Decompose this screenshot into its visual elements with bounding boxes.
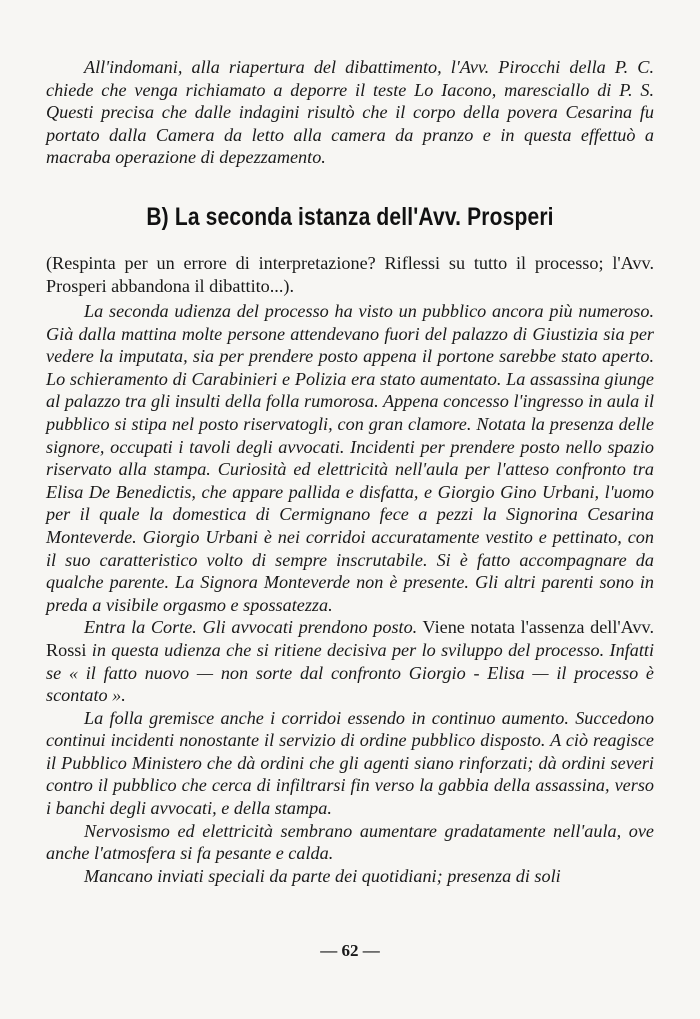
body-text-italic: in questa udienza che si ritiene decisiva per lo sviluppo del processo. Infatti se « il fatto nuovo — non sorte dal confronto Giorgio - Elisa — il processo è scontato ».	[46, 639, 654, 706]
body-text-upright: Viene notata l'assenza dell'Avv. Rossi	[46, 617, 654, 660]
body-text-italic: Entra la Corte. Gli avvocati prendono posto.	[84, 617, 418, 638]
body-paragraph: La folla gremisce anche i corridoi essendo in continuo aumento. Succedono continui incidenti nonostante il servizio di ordine pubblico disposto. A ciò reagisce il Pubblico Ministero che dà ordini che gli agenti siano rinforzati; dà ordini severi contro il pubblico che cerca di infiltrarsi fin verso la gabbia della assassina, verso i banchi degli avvocati, e della stampa.	[46, 707, 654, 819]
body-paragraph: Mancano inviati speciali da parte dei quotidiani; presenza di soli	[84, 865, 561, 886]
intro-section	[46, 56, 654, 169]
body-paragraph: Nervosismo ed elettricità sembrano aumentare gradatamente nell'aula, ove anche l'atmosfera si fa pesante e calda.	[46, 820, 654, 864]
section-subtitle-block	[46, 252, 654, 297]
section-heading: B) La seconda istanza dell'Avv. Prosperi	[146, 203, 554, 231]
section-subtitle: (Respinta per un errore di interpretazione? Riflessi su tutto il processo; l'Avv. Prosperi abbandona il dibattito...).	[46, 253, 654, 296]
intro-paragraph: All'indomani, alla riapertura del dibattimento, l'Avv. Pirocchi della P. C. chiede che venga richiamato a deporre il teste Lo Iacono, maresciallo di P. S. Questi precisa che dalle indagini risultò che il corpo della povera Cesarina fu portato dalla Camera da letto alla camera da pranzo e in questa effettuò a macraba operazione di depezzamento.	[46, 57, 654, 168]
body-paragraph	[46, 616, 654, 706]
page-number: — 62 —	[320, 941, 380, 960]
body-paragraph: La seconda udienza del processo ha visto un pubblico ancora più numeroso. Già dalla mattina molte persone attendevano fuori del palazzo di Giustizia sia per vedere la imputata, sia per prendere posto appena il portone sarebbe stato aperto. Lo schieramento di Carabinieri e Polizia era stato aumentato. La assassina giunge al palazzo tra gli insulti della folla rumorosa. Appena concesso l'ingresso in aula il pubblico si stipa nel posto riservatogli, con gran clamore. Notata la presenza delle signore, occupati i tavoli degli avvocati. Incidenti per prendere posto nello spazio riservato alla stampa. Curiosità ed elettricità nell'aula per l'atteso confronto tra Elisa De Benedictis, che appare pallida e disfatta, e Giorgio Gino Urbani, l'uomo per il quale la domestica di Cermignano fece a pezzi la Signorina Cesarina Monteverde. Giorgio Urbani è nei corridoi accuratamente vestito e pettinato, con il suo caratteristico volto di sempre inscrutabile. Si è fatto accompagnare da qualche parente. La Signora Monteverde non è presente. Gli altri parenti sono in preda a visibile orgasmo e spossatezza.	[46, 301, 654, 615]
body-section	[46, 300, 654, 887]
